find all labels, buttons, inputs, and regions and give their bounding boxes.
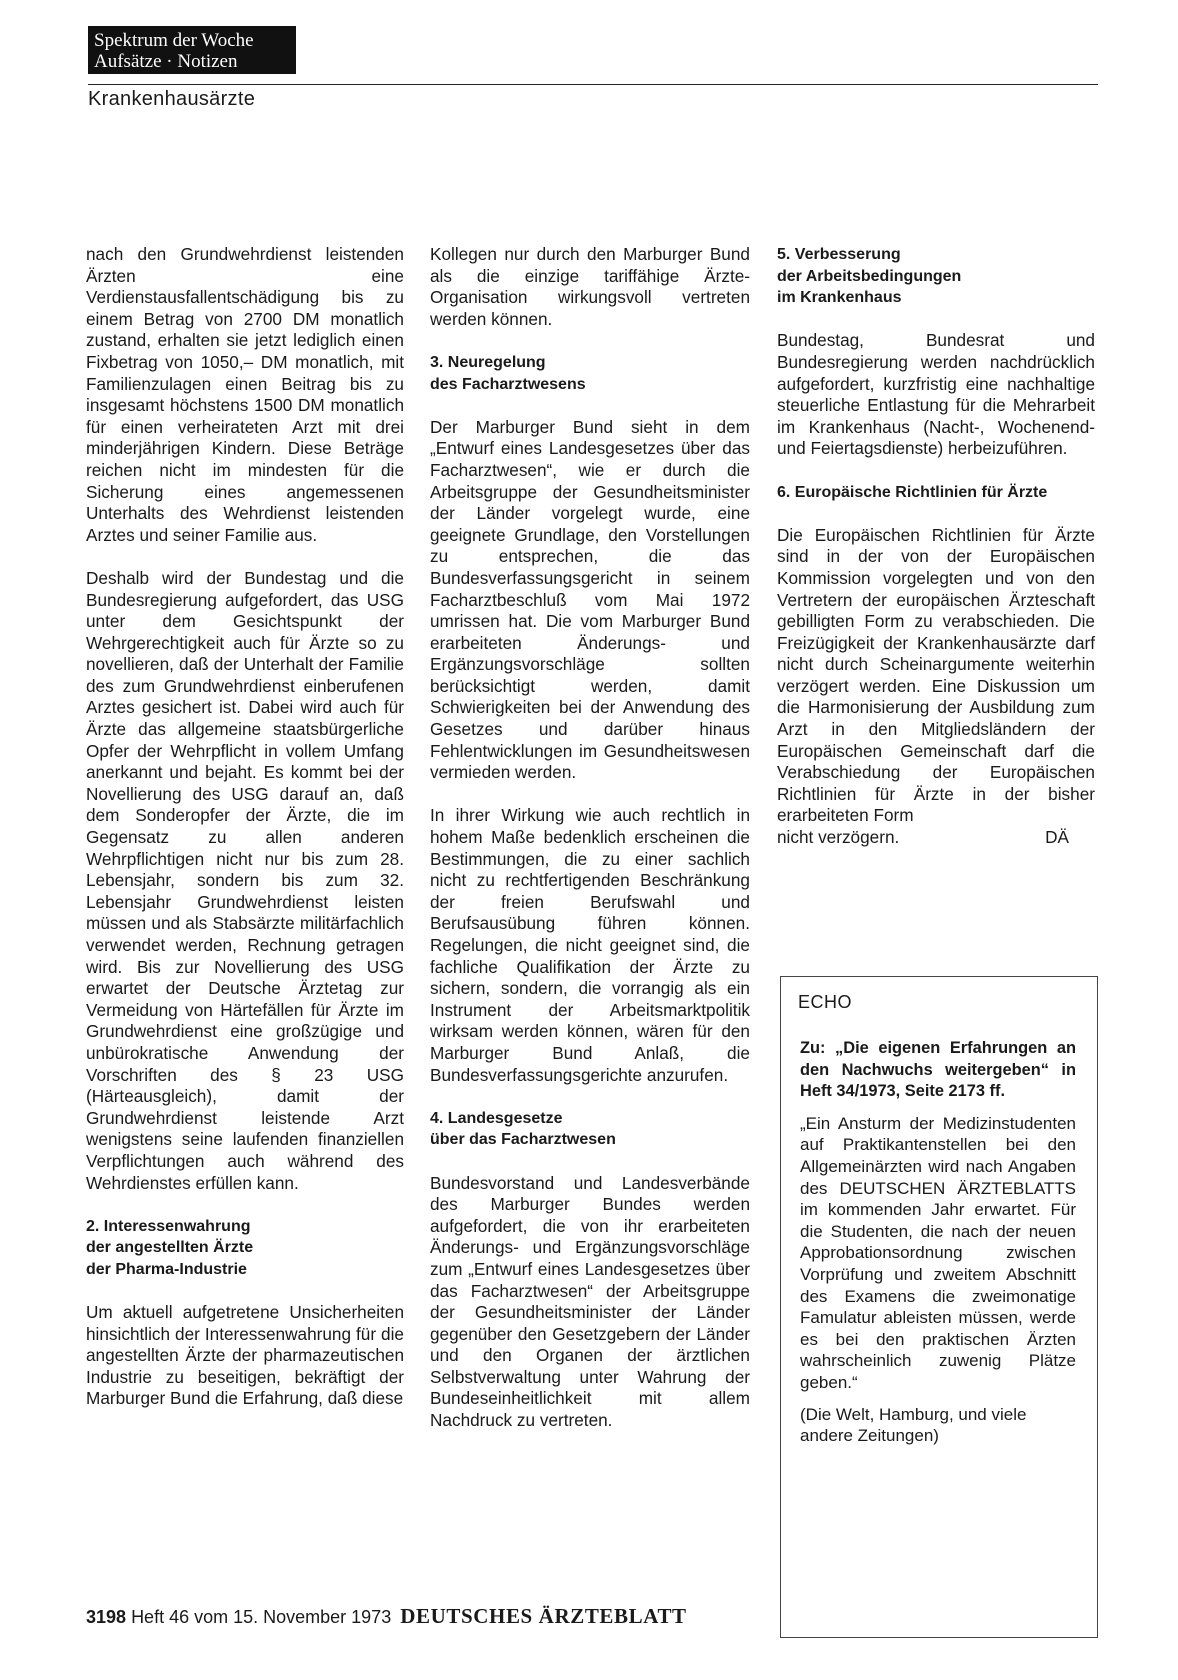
column-2 xyxy=(430,244,750,1432)
page-footer xyxy=(86,1604,687,1629)
echo-content xyxy=(800,1038,1076,1447)
heading-neuregelung xyxy=(430,352,750,395)
heading-line: 4. Landesgesetze xyxy=(430,1109,563,1127)
heading-line: des Facharztwesens xyxy=(430,375,586,393)
badge-line-1: Spektrum der Woche xyxy=(94,30,254,51)
heading-line: 3. Neuregelung xyxy=(430,353,546,371)
heading-interessenwahrung xyxy=(86,1216,404,1281)
paragraph: Kollegen nur durch den Marburger Bund als die einzige tariffähige Ärzte-Organisation wirkungsvoll vertreten werden können. xyxy=(430,244,750,329)
paragraph: In ihrer Wirkung wie auch rechtlich in hohem Maße bedenklich erscheinen die Bestimmungen, die zu einer sachlich nicht zu rechtfertigenden Beschränkung der freien Berufswahl und Berufsausübung führen können. Regelungen, die nicht geeignet sind, die fachliche Qualifikation der Ärzte zu sichern, sondern, die vorrangig als ein Instrument der Arbeitsmarktpolitik wirksam werden können, wären für den Marburger Bund Anlaß, die Bundesverfassungsgerichte anzurufen. xyxy=(430,805,750,1085)
echo-source: (Die Welt, Hamburg, und viele andere Zeitungen) xyxy=(800,1404,1027,1446)
closing-line xyxy=(777,827,1095,849)
paragraph: Die Europäischen Richtlinien für Ärzte sind in der von der Europäischen Kommission vorgelegten und von den Vertretern der europäischen Ärzteschaft gebilligten Form zu verabschieden. Die Freizügigkeit der Krankenhausärzte darf nicht durch Scheinargumente weiterhin verzögert werden. Eine Diskussion um die Harmonisierung der Ausbildung zum Arzt in den Mitgliedsländern der Europäischen Gemeinschaft darf die Verabschiedung der Europäischen Richtlinien für Ärzte in der bisher erarbeiteten Form xyxy=(777,524,1095,826)
heading-line: der Arbeitsbedingungen xyxy=(777,267,962,285)
paragraph: Der Marburger Bund sieht in dem „Entwurf eines Landesgesetzes über das Facharztwesen“, wie er durch die Arbeitsgruppe der Gesundheitsminister der Länder vorgelegt wurde, eine geeignete Grundlage, den Vorstellungen zu entsprechen, die das Bundesverfassungsgericht in seinem Facharztbeschluß vom Mai 1972 umrissen hat. Die vom Marburger Bund erarbeiteten Änderungs- und Ergänzungsvorschläge sollten berücksichtigt werden, damit Schwierigkeiten bei der Anwendung des Gesetzes und darüber hinaus Fehlentwicklungen im Gesundheitswesen vermieden werden. xyxy=(430,416,750,783)
author-signature: DÄ xyxy=(1045,827,1069,848)
column-1 xyxy=(86,244,404,1410)
top-rule xyxy=(88,84,1098,85)
heading-line: der angestellten Ärzte xyxy=(86,1239,254,1257)
echo-quote: „Ein Ansturm der Medizinstudenten auf Praktikantenstellen bei den Allgemeinärzten wird nach Angaben des DEUTSCHEN ÄRZTEBLATTS im kommenden Jahr erwartet. Für die Studenten, die nach der neuen Approbationsordnung zwischen Vorprüfung und zweitem Abschnitt des Examens die zweimonatige Famulatur ableisten müssen, werde es bei den praktischen Ärzten wahrscheinlich zuwenig Plätze geben.“ xyxy=(800,1113,1076,1392)
heading-europaeische-richtlinien xyxy=(777,482,1095,504)
heading-landesgesetze xyxy=(430,1108,750,1151)
heading-line: 2. Interessenwahrung xyxy=(86,1217,251,1235)
heading-line: der Pharma-Industrie xyxy=(86,1260,247,1278)
heading-verbesserung xyxy=(777,244,1095,309)
issue-info: Heft 46 vom 15. November 1973 xyxy=(131,1607,392,1627)
heading-line: 6. Europäische Richtlinien für Ärzte xyxy=(777,483,1048,501)
echo-label: ECHO xyxy=(798,992,853,1012)
masthead: DEUTSCHES ÄRZTEBLATT xyxy=(400,1604,687,1628)
badge-line-2: Aufsätze · Notizen xyxy=(94,51,238,72)
heading-line: über das Facharztwesen xyxy=(430,1131,616,1149)
paragraph: Bundesvorstand und Landesverbände des Marburger Bundes werden aufgefordert, die von ihr erarbeiteten Änderungs- und Ergänzungsvorschläge zum „Entwurf eines Landesgesetzes über das Facharztwesen“ der Arbeitsgruppe der Gesundheitsminister der Länder gegenüber den Gesetzgebern der Länder und den Organen der ärztlichen Selbstverwaltung unter Wahrung der Bundeseinheitlichkeit mit allem Nachdruck zu vertreten. xyxy=(430,1172,750,1431)
heading-line: 5. Verbesserung xyxy=(777,246,901,263)
column-3 xyxy=(777,244,1095,849)
closing-text: nicht verzögern. xyxy=(777,827,900,848)
paragraph: Deshalb wird der Bundestag und die Bundesregierung aufgefordert, das USG unter dem Gesichtspunkt der Wehrgerechtigkeit auch für Ärzte so zu novellieren, daß der Unterhalt der Familie des zum Grundwehrdienst einberufenen Arztes gesichert ist. Dabei wird auch für Ärzte das allgemeine staatsbürgerliche Opfer der Wehrpflicht in vollem Umfang anerkannt und bejaht. Es kommt bei der Novellierung des USG darauf an, daß dem Sonderopfer der Ärzte, die im Gegensatz zu allen anderen Wehrpflichtigen nicht nur bis zum 28. Lebensjahr, sondern bis zum 32. Lebensjahr Grundwehrdienst leisten müssen und als Stabsärzte militärfachlich verwendet werden, Rechnung getragen wird. Bis zur Novellierung des USG erwartet der Deutsche Ärztetag zur Vermeidung von Härtefällen für Ärzte im Grundwehrdienst eine großzügige und unbürokratische Anwendung der Vorschriften des § 23 USG (Härteausgleich), damit der Grundwehrdienst leistende Arzt wenigstens seine laufenden finanziellen Verpflichtungen auch während des Wehrdienstes erfüllen kann. xyxy=(86,567,404,1193)
page-number: 3198 xyxy=(86,1607,127,1627)
paragraph: Um aktuell aufgetretene Unsicherheiten hinsichtlich der Interessenwahrung für die angestellten Ärzte der pharmazeutischen Industrie zu beseitigen, bekräftigt der Marburger Bund die Erfahrung, daß diese xyxy=(86,1302,404,1409)
echo-heading: Zu: „Die eigenen Erfahrungen an den Nachwuchs weitergeben“ in Heft 34/1973, Seite 2173 ff. xyxy=(800,1039,1076,1101)
section-badge xyxy=(88,26,296,74)
section-title: Krankenhausärzte xyxy=(88,88,256,110)
paragraph: Bundestag, Bundesrat und Bundesregierung werden nachdrücklich aufgefordert, kurzfristig eine nachhaltige steuerliche Entlastung für die Mehrarbeit im Krankenhaus (Nacht-, Wochenend- und Feiertagsdienste) herbeizuführen. xyxy=(777,330,1095,459)
paragraph: nach den Grundwehrdienst leistenden Ärzten eine Verdienstausfallentschädigung bis zu einem Betrag von 2700 DM monatlich zustand, erhalten sie jetzt lediglich einen Fixbetrag von 1050,– DM monatlich, mit Familienzulagen einen Beitrag bis zu insgesamt höchstens 1500 DM monatlich für einen verheirateten Arzt mit drei minderjährigen Kindern. Diese Beträge reichen nicht im mindesten für die Sicherung eines angemessenen Unterhalts des Wehrdienst leistenden Arztes und seiner Familie aus. xyxy=(86,244,404,545)
heading-line: im Krankenhaus xyxy=(777,289,902,307)
